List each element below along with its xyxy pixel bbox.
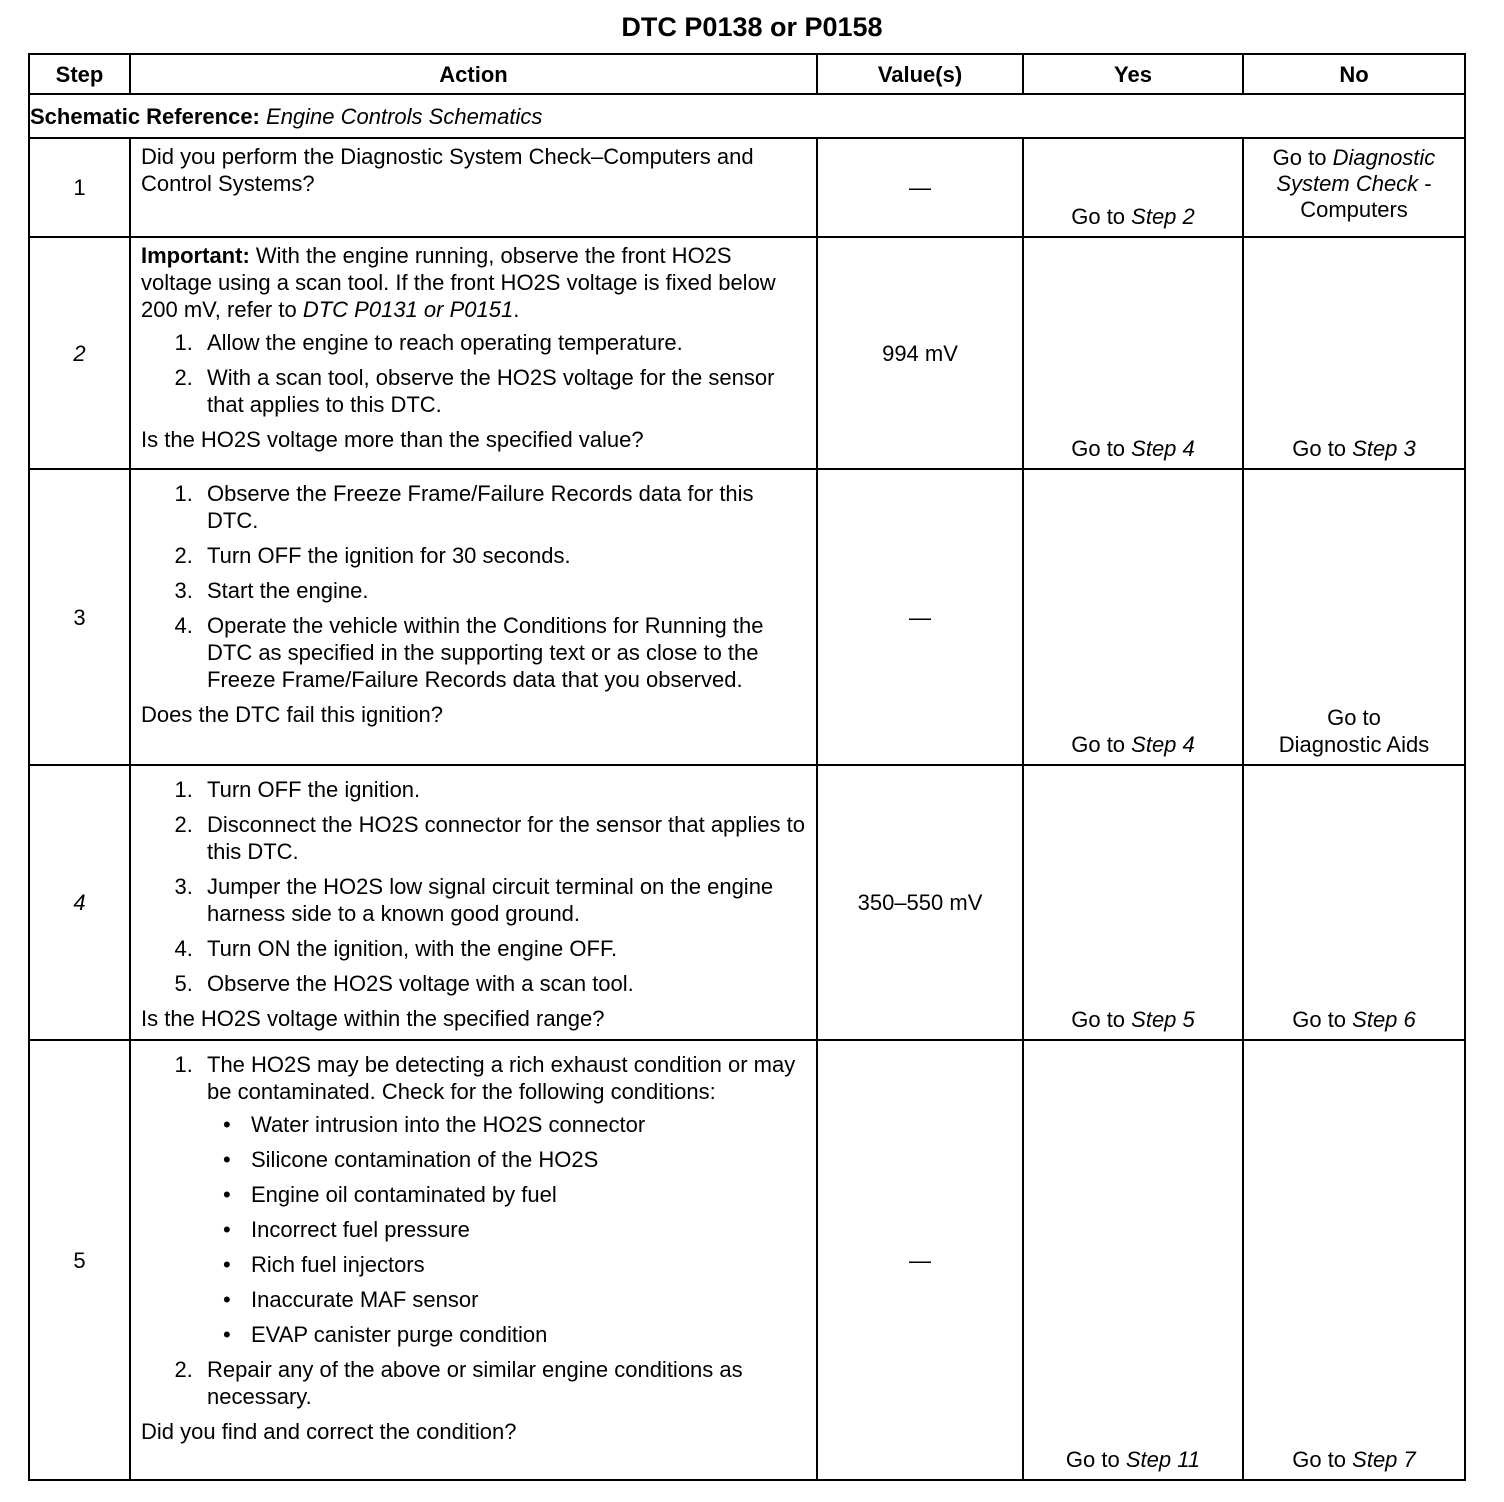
table-row: [29, 765, 1465, 1040]
no-cell: [1243, 138, 1465, 237]
no-link[interactable]: Step 7: [1352, 1447, 1416, 1472]
yes-prefix: Go to: [1071, 1007, 1132, 1032]
list-item: 2. Repair any of the above or similar engine conditions as necessary.: [199, 1356, 806, 1410]
value-cell: 350–550 mV: [817, 765, 1023, 1040]
yes-cell: [1023, 237, 1243, 469]
bullet-item: • EVAP canister purge condition: [243, 1321, 806, 1348]
list-item: 1. Allow the engine to reach operating temperature.: [199, 329, 806, 356]
no-suffix: - Computers: [1300, 171, 1432, 222]
table-row: [29, 237, 1465, 469]
diagnostic-table: [28, 53, 1466, 1481]
yes-cell: [1023, 765, 1243, 1040]
question: Is the HO2S voltage more than the specified value?: [141, 427, 644, 452]
list-item: 4. Operate the vehicle within the Conditions for Running the DTC as specified in the supporting text or as close to the Freeze Frame/Failure Records data that you observed.: [199, 612, 806, 693]
action-cell: [130, 765, 817, 1040]
yes-prefix: Go to: [1071, 732, 1132, 757]
list-item-text: 1. The HO2S may be detecting a rich exhaust condition or may be contaminated. Check for the following conditions:: [207, 1052, 796, 1104]
no-prefix: Go to: [1292, 1007, 1353, 1032]
question: Did you find and correct the condition?: [141, 1419, 517, 1444]
list-item: 3. Jumper the HO2S low signal circuit terminal on the engine harness side to a known good ground.: [199, 873, 806, 927]
header-values: Value(s): [817, 54, 1023, 94]
no-prefix: Go to: [1272, 145, 1333, 170]
no-link[interactable]: Diagnostic System Check: [1276, 145, 1436, 196]
yes-link[interactable]: Step 4: [1131, 732, 1195, 757]
list-item: 1. Observe the Freeze Frame/Failure Records data for this DTC.: [199, 480, 806, 534]
schematic-reference: [29, 94, 1465, 138]
value-cell: —: [817, 1040, 1023, 1480]
step-number: 4: [29, 765, 130, 1040]
step-list: [141, 480, 806, 693]
table-row: [29, 1040, 1465, 1480]
no-cell[interactable]: Go to Diagnostic Aids: [1243, 469, 1465, 765]
bullet-item: • Inaccurate MAF sensor: [243, 1286, 806, 1313]
value-cell: —: [817, 469, 1023, 765]
table-row: [29, 469, 1465, 765]
header-step: Step: [29, 54, 130, 94]
step-number: 5: [29, 1040, 130, 1480]
no-prefix: Go to: [1292, 436, 1353, 461]
no-cell: [1243, 237, 1465, 469]
list-item: 3. Start the engine.: [199, 577, 806, 604]
no-prefix: Go to: [1292, 1447, 1353, 1472]
yes-link[interactable]: Step 11: [1125, 1447, 1201, 1472]
list-item: 4. Turn ON the ignition, with the engine OFF.: [199, 935, 806, 962]
header-no: No: [1243, 54, 1465, 94]
step-list: [141, 1051, 806, 1410]
bullet-item: • Engine oil contaminated by fuel: [243, 1181, 806, 1208]
bullet-item: • Silicone contamination of the HO2S: [243, 1146, 806, 1173]
header-action: Action: [130, 54, 817, 94]
list-item: [199, 1051, 806, 1348]
yes-link[interactable]: Step 2: [1131, 204, 1195, 229]
table-row: [29, 138, 1465, 237]
condition-list: [207, 1111, 806, 1348]
action-cell: [130, 469, 817, 765]
action-cell: [130, 237, 817, 469]
action-text: Did you perform the Diagnostic System Check–Computers and Control Systems?: [141, 144, 754, 196]
yes-link[interactable]: Step 5: [1131, 1007, 1195, 1032]
important-text: With the engine running, observe the front HO2S voltage using a scan tool. If the front HO2S voltage is fixed below 200 mV, refer to: [141, 243, 776, 322]
value-cell: 994 mV: [817, 237, 1023, 469]
bullet-item: • Incorrect fuel pressure: [243, 1216, 806, 1243]
question: Is the HO2S voltage within the specified range?: [141, 1006, 605, 1031]
bullet-item: • Rich fuel injectors: [243, 1251, 806, 1278]
yes-prefix: Go to: [1071, 436, 1132, 461]
step-list: [141, 776, 806, 997]
no-link[interactable]: Step 6: [1352, 1007, 1416, 1032]
schematic-label: Schematic Reference:: [30, 103, 260, 129]
no-cell: [1243, 1040, 1465, 1480]
yes-cell: [1023, 469, 1243, 765]
list-item: 5. Observe the HO2S voltage with a scan tool.: [199, 970, 806, 997]
important-label: Important:: [141, 243, 250, 268]
yes-cell: [1023, 138, 1243, 237]
list-item: 2. Disconnect the HO2S connector for the sensor that applies to this DTC.: [199, 811, 806, 865]
list-item: 2. With a scan tool, observe the HO2S voltage for the sensor that applies to this DTC.: [199, 364, 806, 418]
list-item: 1. Turn OFF the ignition.: [199, 776, 806, 803]
value-cell: —: [817, 138, 1023, 237]
header-row: [29, 54, 1465, 94]
important-link[interactable]: DTC P0131 or P0151: [302, 297, 514, 322]
important-note: [141, 242, 806, 323]
yes-prefix: Go to: [1065, 1447, 1126, 1472]
no-cell: [1243, 765, 1465, 1040]
yes-prefix: Go to: [1071, 204, 1132, 229]
bullet-item: • Water intrusion into the HO2S connector: [243, 1111, 806, 1138]
list-item: 2. Turn OFF the ignition for 30 seconds.: [199, 542, 806, 569]
step-number: 2: [29, 237, 130, 469]
no-link[interactable]: Step 3: [1352, 436, 1416, 461]
page-title: DTC P0138 or P0158: [621, 12, 883, 42]
yes-cell: [1023, 1040, 1243, 1480]
step-number: 1: [29, 138, 130, 237]
important-end: .: [513, 297, 520, 322]
question: Does the DTC fail this ignition?: [141, 702, 444, 727]
action-cell: [130, 1040, 817, 1480]
yes-link[interactable]: Step 4: [1131, 436, 1195, 461]
schematic-link[interactable]: Engine Controls Schematics: [266, 103, 543, 129]
schematic-reference-row: [29, 94, 1465, 138]
step-list: [141, 329, 806, 418]
step-number: 3: [29, 469, 130, 765]
action-cell: [130, 138, 817, 237]
header-yes: Yes: [1023, 54, 1243, 94]
